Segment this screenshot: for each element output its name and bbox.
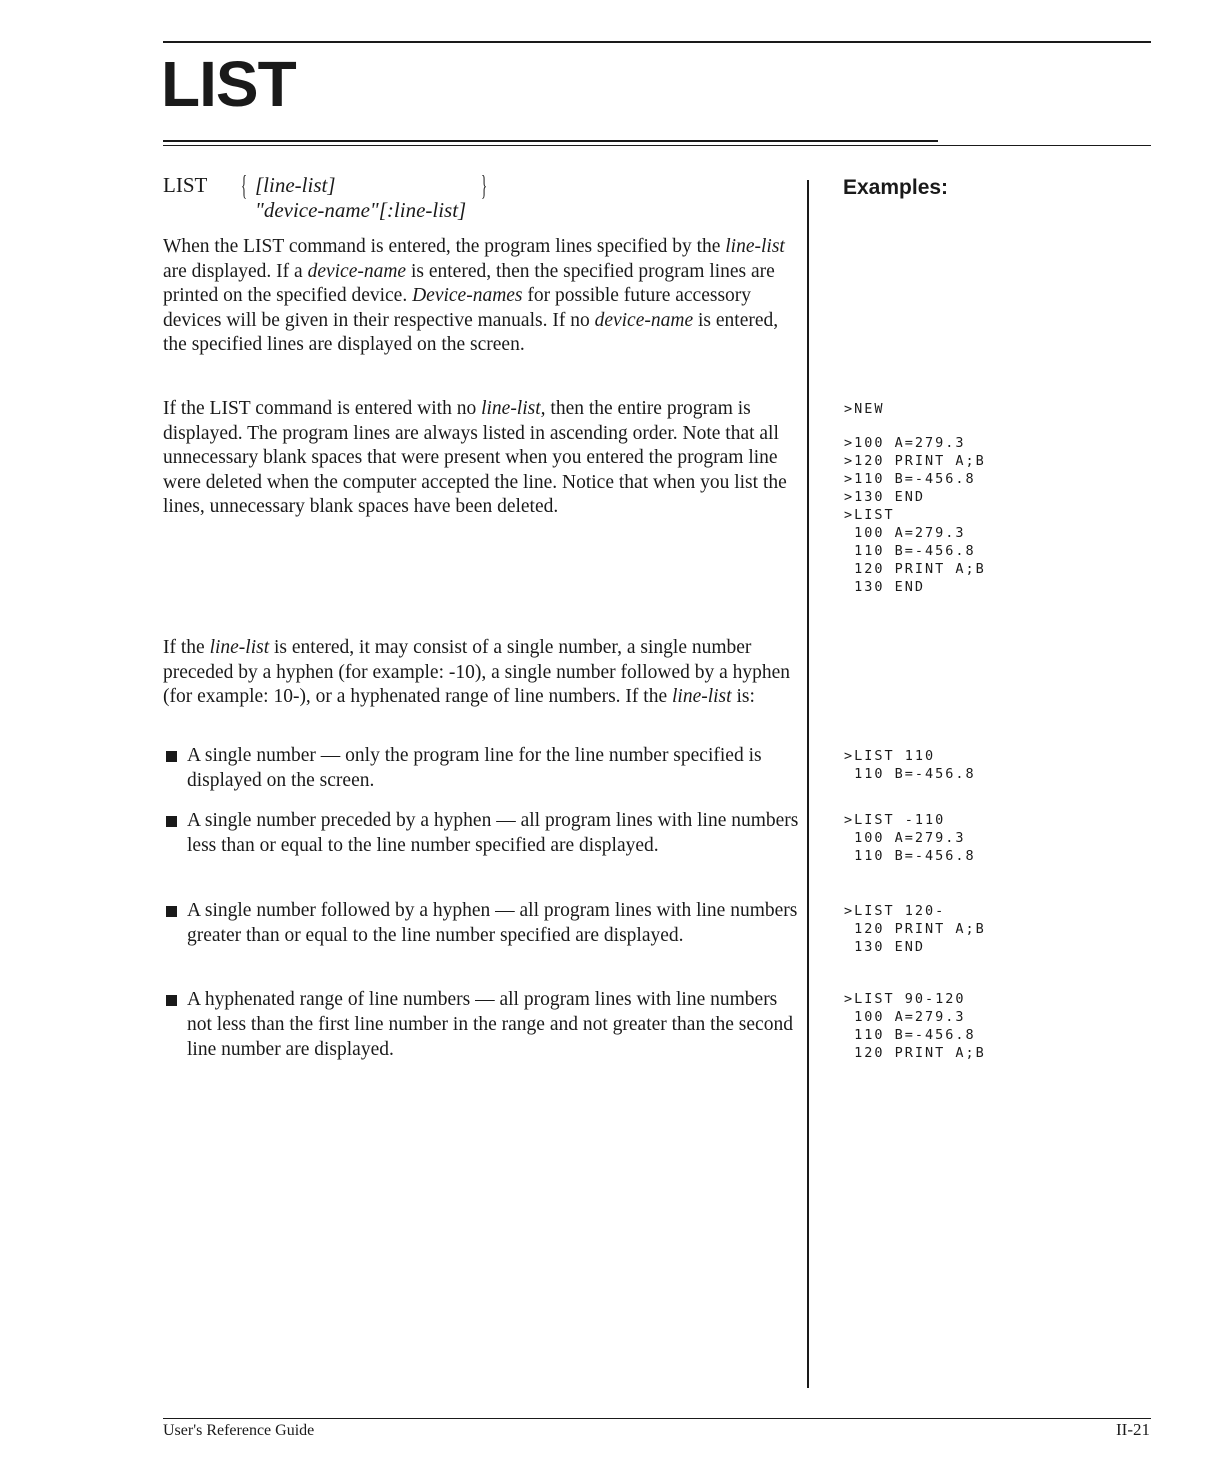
left-brace: { xyxy=(241,171,248,202)
square-bullet-icon xyxy=(166,751,177,762)
syntax-option-line-list: [line-list] xyxy=(255,173,336,197)
code-example-new: >NEW xyxy=(844,401,885,417)
title-rule-thin xyxy=(163,145,1151,146)
syntax-keyword: LIST xyxy=(163,173,208,197)
square-bullet-icon xyxy=(166,995,177,1006)
column-divider xyxy=(807,180,809,1388)
page-number: II-21 xyxy=(1116,1420,1150,1439)
italic-term: device-name xyxy=(307,260,407,282)
right-brace: } xyxy=(481,171,488,202)
text-run: If the LIST command is entered with no xyxy=(163,398,482,419)
italic-term: Device-names xyxy=(412,285,523,307)
italic-term: line-list xyxy=(725,236,785,257)
text-run: If the xyxy=(163,637,210,658)
code-example-list-120: >LIST 120- 120 PRINT A;B 130 END xyxy=(844,903,986,955)
list-item-text: A single number preceded by a hyphen — all program lines with line numbers less than or equal to the line number specified are displayed. xyxy=(187,810,799,856)
code-example-list-minus-110: >LIST -110 100 A=279.3 110 B=-456.8 xyxy=(844,812,976,864)
description-paragraph xyxy=(163,235,793,358)
list-item-text: A single number — only the program line for the line number specified is displayed on the screen. xyxy=(187,745,762,791)
syntax-option-device-name: "device-name"[:line-list] xyxy=(255,198,467,222)
text-run: is entered, it may consist of a single number, a single number preceded by a hyphen (for example: -10), a single number followed by a hyphen (for example: 10-), or a hyphenated range of line numbers. If the xyxy=(163,637,791,708)
italic-term: line-list, xyxy=(481,398,546,419)
square-bullet-icon xyxy=(166,906,177,917)
title-rule xyxy=(163,140,938,142)
italic-term: device-name xyxy=(594,309,694,331)
line-list-paragraph xyxy=(163,636,793,710)
text-run: is: xyxy=(731,686,755,708)
entire-program-paragraph xyxy=(163,397,793,520)
italic-term: line-list xyxy=(671,686,732,708)
text-run: are displayed. If a xyxy=(163,260,308,282)
list-item-text: A hyphenated range of line numbers — all program lines with line numbers not less than the first line number in the range and not greater than the second line number are displayed. xyxy=(187,989,793,1060)
examples-heading: Examples: xyxy=(843,176,949,199)
italic-term: line-list xyxy=(209,637,270,658)
text-run: When the LIST command is entered, the program lines specified by the xyxy=(163,236,726,257)
footer-guide-title: User's Reference Guide xyxy=(163,1422,315,1439)
list-item-text: A single number followed by a hyphen — all program lines with line numbers greater than or equal to the line number specified are displayed. xyxy=(187,900,798,946)
square-bullet-icon xyxy=(166,816,177,827)
footer-rule xyxy=(163,1418,1151,1419)
code-example-list-range: >LIST 90-120 100 A=279.3 110 B=-456.8 120 PRINT A;B xyxy=(844,991,986,1061)
code-example-program: >100 A=279.3 >120 PRINT A;B >110 B=-456.8 >130 END >LIST 100 A=279.3 110 B=-456.8 120 PRINT A;B 130 END xyxy=(844,435,986,595)
text-run: then the entire program is displayed. The program lines are always listed in ascending order. Note that all unnecessary blank spaces that were present when you entered the program line were deleted when the computer accepted the line. Notice that when you list the lines, unnecessary blank spaces have been deleted. xyxy=(163,398,787,518)
code-example-list-110: >LIST 110 110 B=-456.8 xyxy=(844,748,976,782)
page-title: LIST xyxy=(161,48,296,120)
text-run: is entered, the specified lines are displayed on the screen. xyxy=(163,309,779,356)
text-run: is entered, then the specified program lines are printed on the specified device. xyxy=(163,260,775,307)
top-rule xyxy=(163,41,1151,43)
text-run: for possible future accessory devices will be given in their respective manuals. If no xyxy=(163,285,752,331)
